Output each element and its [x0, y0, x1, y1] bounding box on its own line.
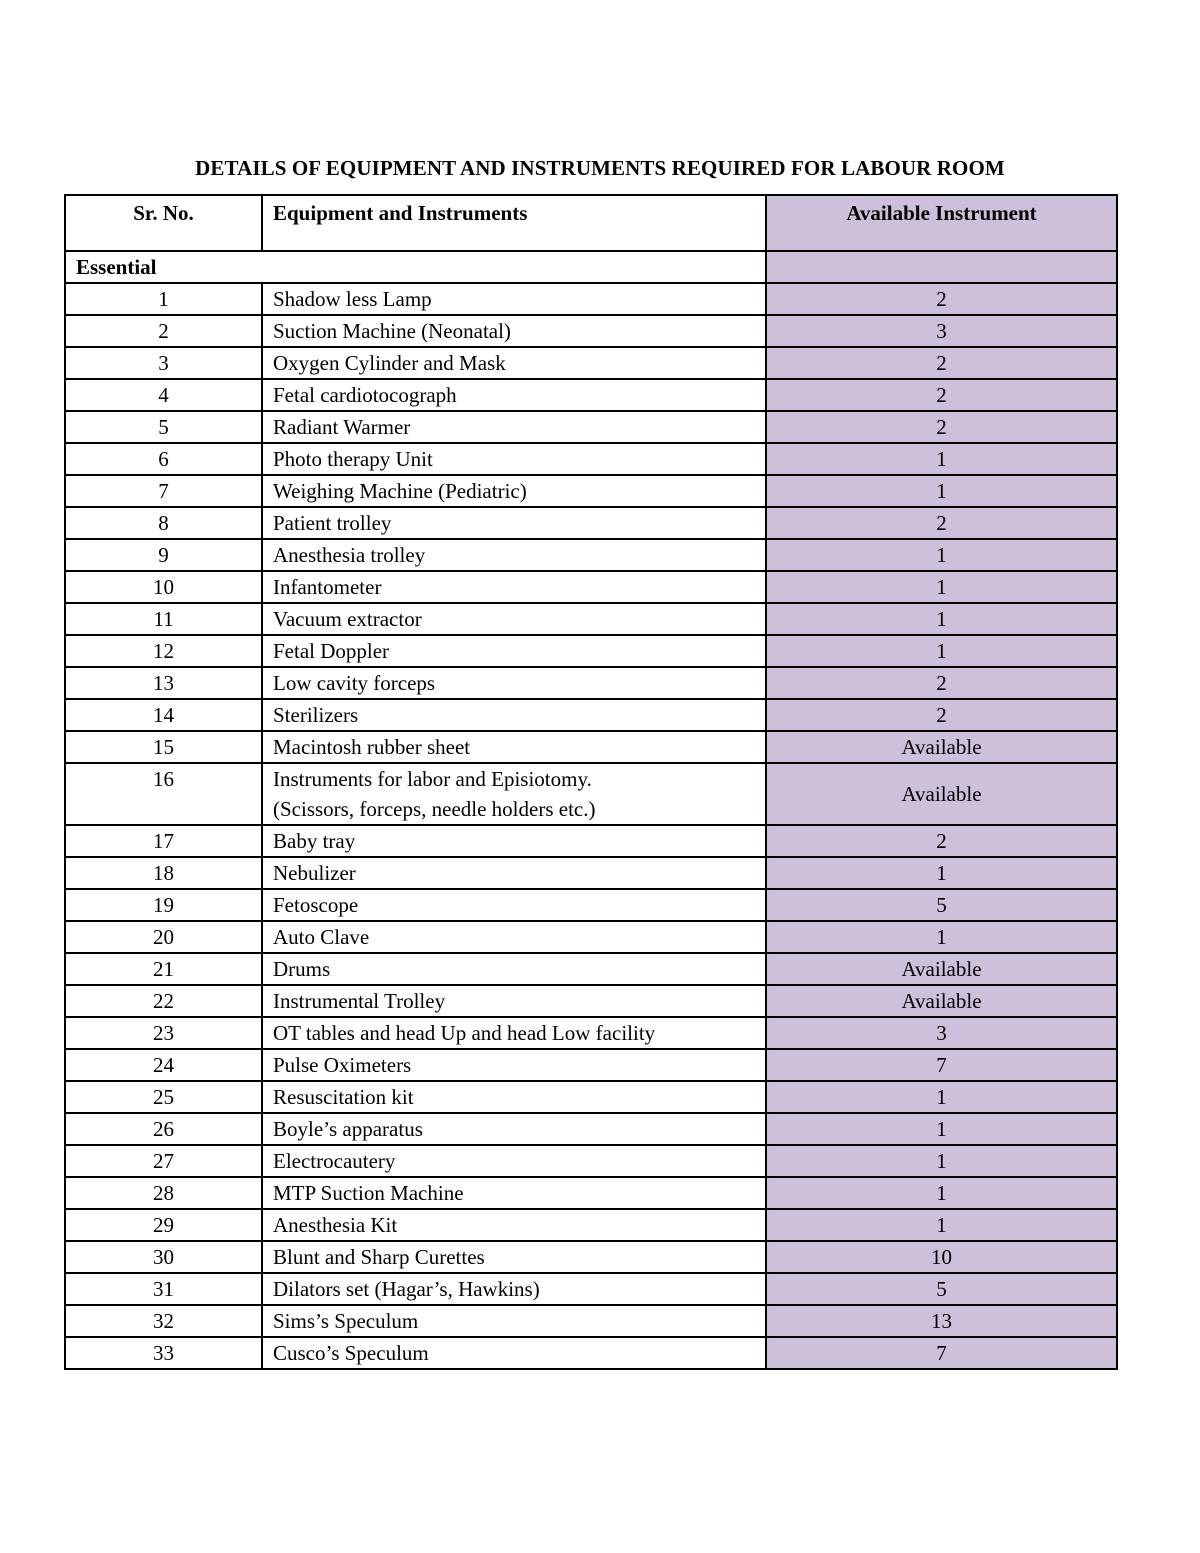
sr-no-cell: 2	[65, 315, 262, 347]
sr-no-cell: 22	[65, 985, 262, 1017]
equipment-name-line-2: (Scissors, forceps, needle holders etc.)	[273, 797, 596, 821]
equipment-cell: Electrocautery	[262, 1145, 766, 1177]
table-row	[65, 667, 1117, 699]
table-row	[65, 475, 1117, 507]
sr-no-cell: 11	[65, 603, 262, 635]
table-row	[65, 1145, 1117, 1177]
sr-no-cell: 8	[65, 507, 262, 539]
equipment-cell: Resuscitation kit	[262, 1081, 766, 1113]
sr-no-cell: 16	[65, 763, 262, 825]
table-row	[65, 635, 1117, 667]
equipment-cell: Anesthesia trolley	[262, 539, 766, 571]
sr-no-cell: 27	[65, 1145, 262, 1177]
available-cell: 5	[766, 889, 1117, 921]
sr-no-cell: 23	[65, 1017, 262, 1049]
equipment-cell	[262, 763, 766, 825]
table-row	[65, 571, 1117, 603]
sr-no-cell: 14	[65, 699, 262, 731]
available-cell: 1	[766, 571, 1117, 603]
table-row	[65, 1273, 1117, 1305]
table-row	[65, 889, 1117, 921]
available-cell: 1	[766, 921, 1117, 953]
equipment-cell: Sterilizers	[262, 699, 766, 731]
sr-no-cell: 6	[65, 443, 262, 475]
available-cell: 2	[766, 699, 1117, 731]
table-row	[65, 1049, 1117, 1081]
equipment-cell: Fetal Doppler	[262, 635, 766, 667]
table-row	[65, 1337, 1117, 1369]
available-cell: 2	[766, 379, 1117, 411]
table-row	[65, 347, 1117, 379]
equipment-cell: Photo therapy Unit	[262, 443, 766, 475]
sr-no-cell: 4	[65, 379, 262, 411]
sr-no-cell: 26	[65, 1113, 262, 1145]
sr-no-cell: 1	[65, 283, 262, 315]
sr-no-cell: 29	[65, 1209, 262, 1241]
equipment-table	[64, 194, 1118, 1370]
table-row	[65, 507, 1117, 539]
table-row	[65, 921, 1117, 953]
table-row	[65, 857, 1117, 889]
available-cell: 7	[766, 1049, 1117, 1081]
equipment-cell: OT tables and head Up and head Low facility	[262, 1017, 766, 1049]
table-row	[65, 1241, 1117, 1273]
table-row	[65, 763, 1117, 825]
equipment-cell: MTP Suction Machine	[262, 1177, 766, 1209]
available-cell: Available	[766, 731, 1117, 763]
available-cell: 2	[766, 347, 1117, 379]
equipment-cell: Vacuum extractor	[262, 603, 766, 635]
sr-no-cell: 28	[65, 1177, 262, 1209]
sr-no-cell: 9	[65, 539, 262, 571]
sr-no-cell: 5	[65, 411, 262, 443]
available-cell: 1	[766, 1177, 1117, 1209]
available-cell: Available	[766, 953, 1117, 985]
available-cell: 1	[766, 1209, 1117, 1241]
table-row	[65, 443, 1117, 475]
available-cell: 5	[766, 1273, 1117, 1305]
available-cell: 1	[766, 1113, 1117, 1145]
table-row	[65, 1113, 1117, 1145]
available-cell: 3	[766, 315, 1117, 347]
table-row	[65, 1177, 1117, 1209]
sr-no-cell: 19	[65, 889, 262, 921]
table-row	[65, 411, 1117, 443]
table-row	[65, 731, 1117, 763]
section-label: Essential	[65, 251, 766, 283]
available-cell: 1	[766, 635, 1117, 667]
sr-no-cell: 15	[65, 731, 262, 763]
section-row	[65, 251, 1117, 283]
available-cell: 1	[766, 539, 1117, 571]
equipment-cell: Boyle’s apparatus	[262, 1113, 766, 1145]
available-cell: 2	[766, 825, 1117, 857]
table-row	[65, 699, 1117, 731]
available-cell: 2	[766, 507, 1117, 539]
equipment-cell: Patient trolley	[262, 507, 766, 539]
equipment-cell: Weighing Machine (Pediatric)	[262, 475, 766, 507]
sr-no-cell: 32	[65, 1305, 262, 1337]
sr-no-cell: 18	[65, 857, 262, 889]
equipment-cell: Suction Machine (Neonatal)	[262, 315, 766, 347]
available-cell: 2	[766, 667, 1117, 699]
available-cell: Available	[766, 763, 1117, 825]
table-row	[65, 315, 1117, 347]
sr-no-cell: 31	[65, 1273, 262, 1305]
available-cell: 10	[766, 1241, 1117, 1273]
sr-no-cell: 21	[65, 953, 262, 985]
column-header-equipment: Equipment and Instruments	[262, 195, 766, 251]
sr-no-cell: 24	[65, 1049, 262, 1081]
sr-no-cell: 33	[65, 1337, 262, 1369]
sr-no-cell: 12	[65, 635, 262, 667]
equipment-cell: Shadow less Lamp	[262, 283, 766, 315]
equipment-cell: Sims’s Speculum	[262, 1305, 766, 1337]
available-cell: 1	[766, 857, 1117, 889]
table-header-row	[65, 195, 1117, 251]
equipment-cell: Macintosh rubber sheet	[262, 731, 766, 763]
equipment-cell: Anesthesia Kit	[262, 1209, 766, 1241]
equipment-cell: Nebulizer	[262, 857, 766, 889]
equipment-cell: Fetoscope	[262, 889, 766, 921]
available-cell: 7	[766, 1337, 1117, 1369]
table-row	[65, 1017, 1117, 1049]
available-cell: 3	[766, 1017, 1117, 1049]
table-row	[65, 1081, 1117, 1113]
equipment-cell: Blunt and Sharp Curettes	[262, 1241, 766, 1273]
sr-no-cell: 20	[65, 921, 262, 953]
sr-no-cell: 3	[65, 347, 262, 379]
table-row	[65, 283, 1117, 315]
equipment-cell: Instrumental Trolley	[262, 985, 766, 1017]
available-cell: Available	[766, 985, 1117, 1017]
equipment-cell: Low cavity forceps	[262, 667, 766, 699]
equipment-cell: Dilators set (Hagar’s, Hawkins)	[262, 1273, 766, 1305]
sr-no-cell: 10	[65, 571, 262, 603]
table-row	[65, 985, 1117, 1017]
table-row	[65, 379, 1117, 411]
sr-no-cell: 13	[65, 667, 262, 699]
available-cell: 2	[766, 283, 1117, 315]
available-cell: 1	[766, 475, 1117, 507]
table-row	[65, 825, 1117, 857]
equipment-cell: Pulse Oximeters	[262, 1049, 766, 1081]
table-row	[65, 1209, 1117, 1241]
equipment-cell: Cusco’s Speculum	[262, 1337, 766, 1369]
column-header-available: Available Instrument	[766, 195, 1117, 251]
sr-no-cell: 17	[65, 825, 262, 857]
equipment-cell: Radiant Warmer	[262, 411, 766, 443]
available-cell: 13	[766, 1305, 1117, 1337]
available-cell: 1	[766, 443, 1117, 475]
sr-no-cell: 25	[65, 1081, 262, 1113]
equipment-cell: Fetal cardiotocograph	[262, 379, 766, 411]
available-cell: 1	[766, 603, 1117, 635]
table-row	[65, 953, 1117, 985]
sr-no-cell: 30	[65, 1241, 262, 1273]
page-title: DETAILS OF EQUIPMENT AND INSTRUMENTS REQUIRED FOR LABOUR ROOM	[195, 156, 1005, 180]
table-row	[65, 539, 1117, 571]
available-cell: 1	[766, 1081, 1117, 1113]
table-row	[65, 1305, 1117, 1337]
table-row	[65, 603, 1117, 635]
equipment-cell: Drums	[262, 953, 766, 985]
column-header-sr-no: Sr. No.	[65, 195, 262, 251]
equipment-cell: Baby tray	[262, 825, 766, 857]
equipment-name-line-1: Instruments for labor and Episiotomy.	[273, 767, 592, 791]
equipment-cell: Infantometer	[262, 571, 766, 603]
available-cell: 2	[766, 411, 1117, 443]
section-available-cell	[766, 251, 1117, 283]
available-cell: 1	[766, 1145, 1117, 1177]
equipment-cell: Oxygen Cylinder and Mask	[262, 347, 766, 379]
equipment-cell: Auto Clave	[262, 921, 766, 953]
sr-no-cell: 7	[65, 475, 262, 507]
